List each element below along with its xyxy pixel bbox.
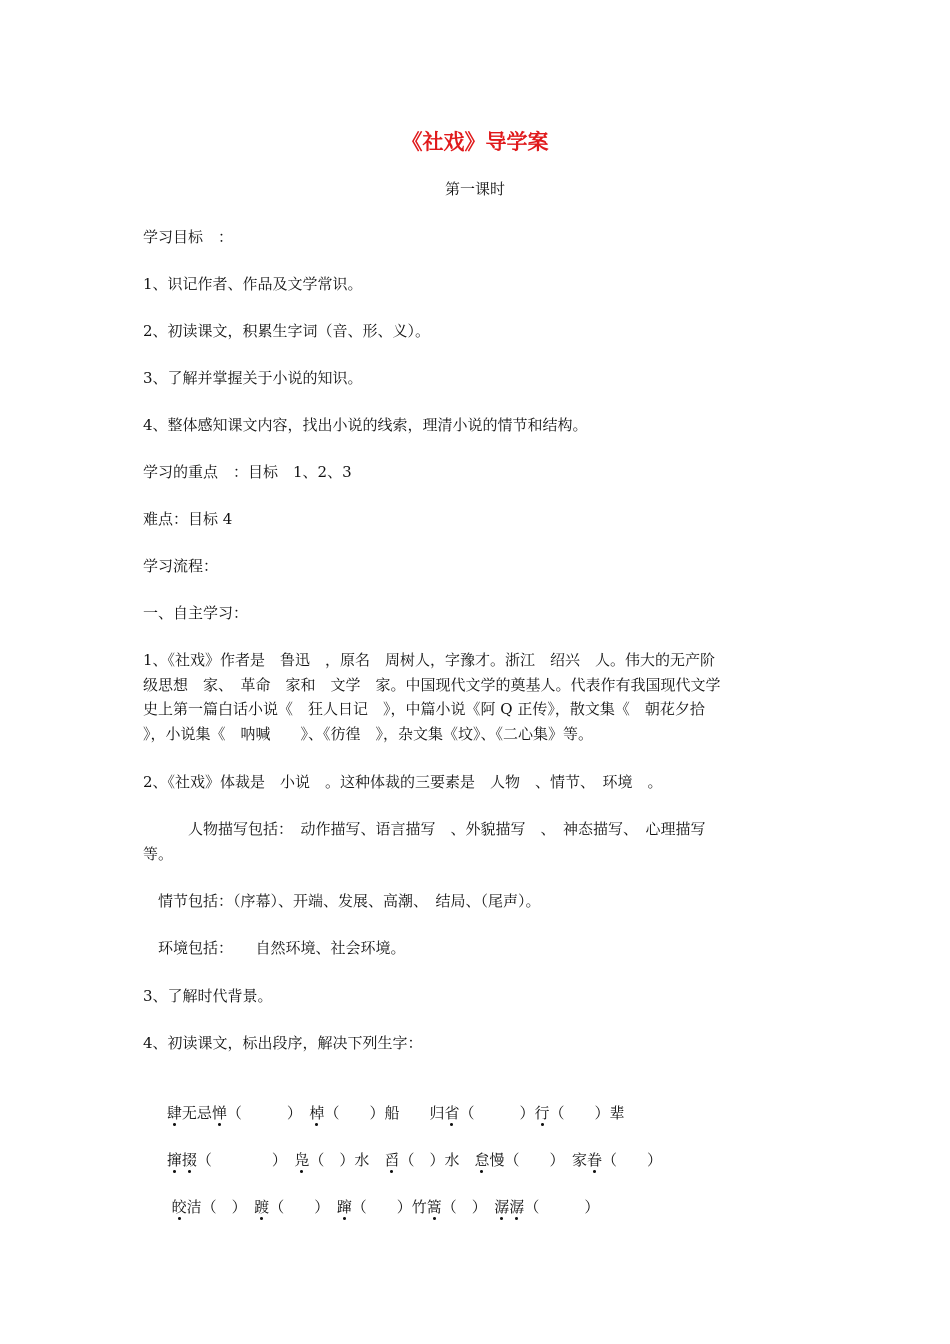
section-heading: 一、自主学习： — [143, 604, 249, 622]
vocab-item: 怠慢（ ） — [474, 1151, 573, 1169]
vocab-item: 潺潺（ ） — [494, 1198, 600, 1216]
vocab-item: 踱（ ） — [254, 1198, 337, 1216]
question-3: 3、了解时代背景。 — [143, 987, 273, 1005]
vocab-item: 竹篙（ ） — [411, 1198, 495, 1216]
character-description-line: 人物描写包括： 动作描写、语言描写 、外貌描写 、 神态描写、 心理描写 — [143, 820, 706, 838]
environment-description: 环境包括： 自然环境、社会环境。 — [143, 939, 406, 957]
plot-description: 情节包括：（序幕）、开端、发展、高潮、 结局、（尾声）。 — [143, 892, 541, 910]
character-description-line: 等。 — [143, 844, 174, 863]
question-1-line: 级思想 家、 革命 家和 文学 家。中国现代文学的奠基人。代表作有我国现代文学 — [143, 675, 721, 694]
goal-4: 4、整体感知课文内容，找出小说的线索，理清小说的情节和结构。 — [143, 416, 588, 434]
goal-1: 1、识记作者、作品及文学常识。 — [143, 275, 363, 293]
question-1-line: 史上第一篇白话小说《 狂人日记 》，中篇小说《阿 Q 正传》，散文集《 朝花夕拾 — [143, 700, 705, 718]
goals-heading: 学习目标 ： — [143, 228, 234, 246]
vocab-item: 家眷（ ） — [572, 1151, 663, 1169]
vocab-item: 凫（ ）水 — [294, 1151, 385, 1169]
question-1-line: 》，小说集《 呐喊 》、《彷徨 》，杂文集《坟》、《二心集》等。 — [143, 724, 594, 743]
page-title: 《社戏》导学案 — [401, 130, 549, 154]
question-1-line: 1、《社戏》作者是 鲁迅 ，原名 周树人，字豫才。浙江 绍兴 人。伟大的无产阶 — [143, 651, 716, 669]
vocab-item: 蹿（ ） — [336, 1198, 412, 1216]
process-heading: 学习流程： — [143, 557, 219, 575]
vocab-item: 棹（ ）船 — [309, 1104, 430, 1122]
question-1 — [143, 648, 808, 746]
vocab-item: 肆无忌惮（ ） — [166, 1104, 310, 1122]
vocab-item: 撺掇（ ） — [166, 1151, 295, 1169]
key-points: 学习的重点 ：目标 1、2、3 — [143, 463, 352, 481]
goal-3: 3、了解并掌握关于小说的知识。 — [143, 369, 363, 387]
vocab-item: 归省（ ） — [429, 1104, 535, 1122]
question-4: 4、初读课文，标出段序，解决下列生字： — [143, 1034, 423, 1052]
vocab-item: 行（ ）辈 — [534, 1104, 625, 1122]
goal-2: 2、初读课文，积累生字词（音、形、义）。 — [143, 322, 431, 340]
difficulty: 难点：目标 4 — [143, 510, 233, 528]
character-description — [143, 817, 808, 866]
question-2: 2、《社戏》体裁是 小说 。这种体裁的三要素是 人物 、情节、 环境 。 — [143, 773, 663, 791]
page-subtitle: 第一课时 — [444, 180, 505, 198]
vocab-item: 皎洁（ ） — [171, 1198, 255, 1216]
vocab-item: 舀（ ）水 — [384, 1151, 475, 1169]
vocab-row-3 — [143, 1171, 599, 1243]
